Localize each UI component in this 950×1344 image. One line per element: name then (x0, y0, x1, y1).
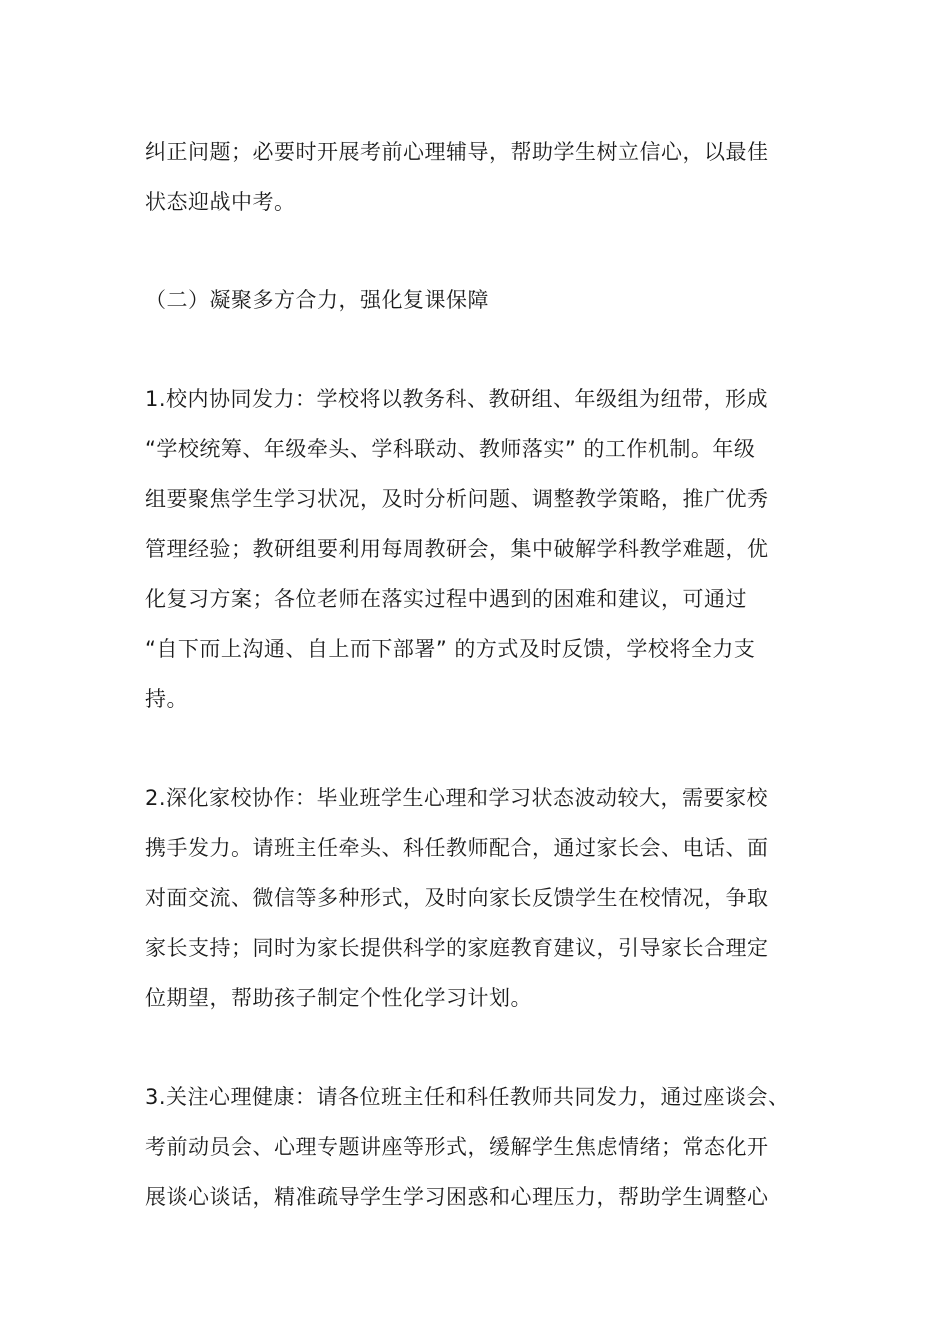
text-line: 携手发力。请班主任牵头、科任教师配合，通过家长会、电话、面 (145, 836, 769, 860)
text-line: 家长支持；同时为家长提供科学的家庭教育建议，引导家长合理定 (145, 936, 769, 960)
text-line: 1.校内协同发力：学校将以教务科、教研组、年级组为纽带，形成 (145, 387, 769, 411)
text-line: “自下而上沟通、自上而下部署” 的方式及时反馈，学校将全力支 (145, 637, 756, 661)
text-line: 位期望，帮助孩子制定个性化学习计划。 (145, 986, 532, 1010)
text-line: 状态迎战中考。 (145, 190, 296, 214)
text-line: 化复习方案；各位老师在落实过程中遇到的困难和建议，可通过 (145, 587, 747, 611)
text-line: “学校统筹、年级牵头、学科联动、教师落实” 的工作机制。年级 (145, 437, 756, 461)
text-line: 组要聚焦学生学习状况，及时分析问题、调整教学策略，推广优秀 (145, 487, 769, 511)
text-line: 纠正问题；必要时开展考前心理辅导，帮助学生树立信心，以最佳 (145, 140, 769, 164)
text-line: 展谈心谈话，精准疏导学生学习困惑和心理压力，帮助学生调整心 (145, 1185, 769, 1209)
text-line: 考前动员会、心理专题讲座等形式，缓解学生焦虑情绪；常态化开 (145, 1135, 769, 1159)
section-heading: （二）凝聚多方合力，强化复课保障 (145, 288, 489, 312)
text-line: 管理经验；教研组要利用每周教研会，集中破解学科教学难题，优 (145, 537, 769, 561)
text-line: 2.深化家校协作：毕业班学生心理和学习状态波动较大，需要家校 (145, 786, 769, 810)
text-line: 持。 (145, 687, 188, 711)
text-line: 对面交流、微信等多种形式，及时向家长反馈学生在校情况，争取 (145, 886, 769, 910)
text-line: 3.关注心理健康：请各位班主任和科任教师共同发力，通过座谈会、 (145, 1085, 790, 1109)
